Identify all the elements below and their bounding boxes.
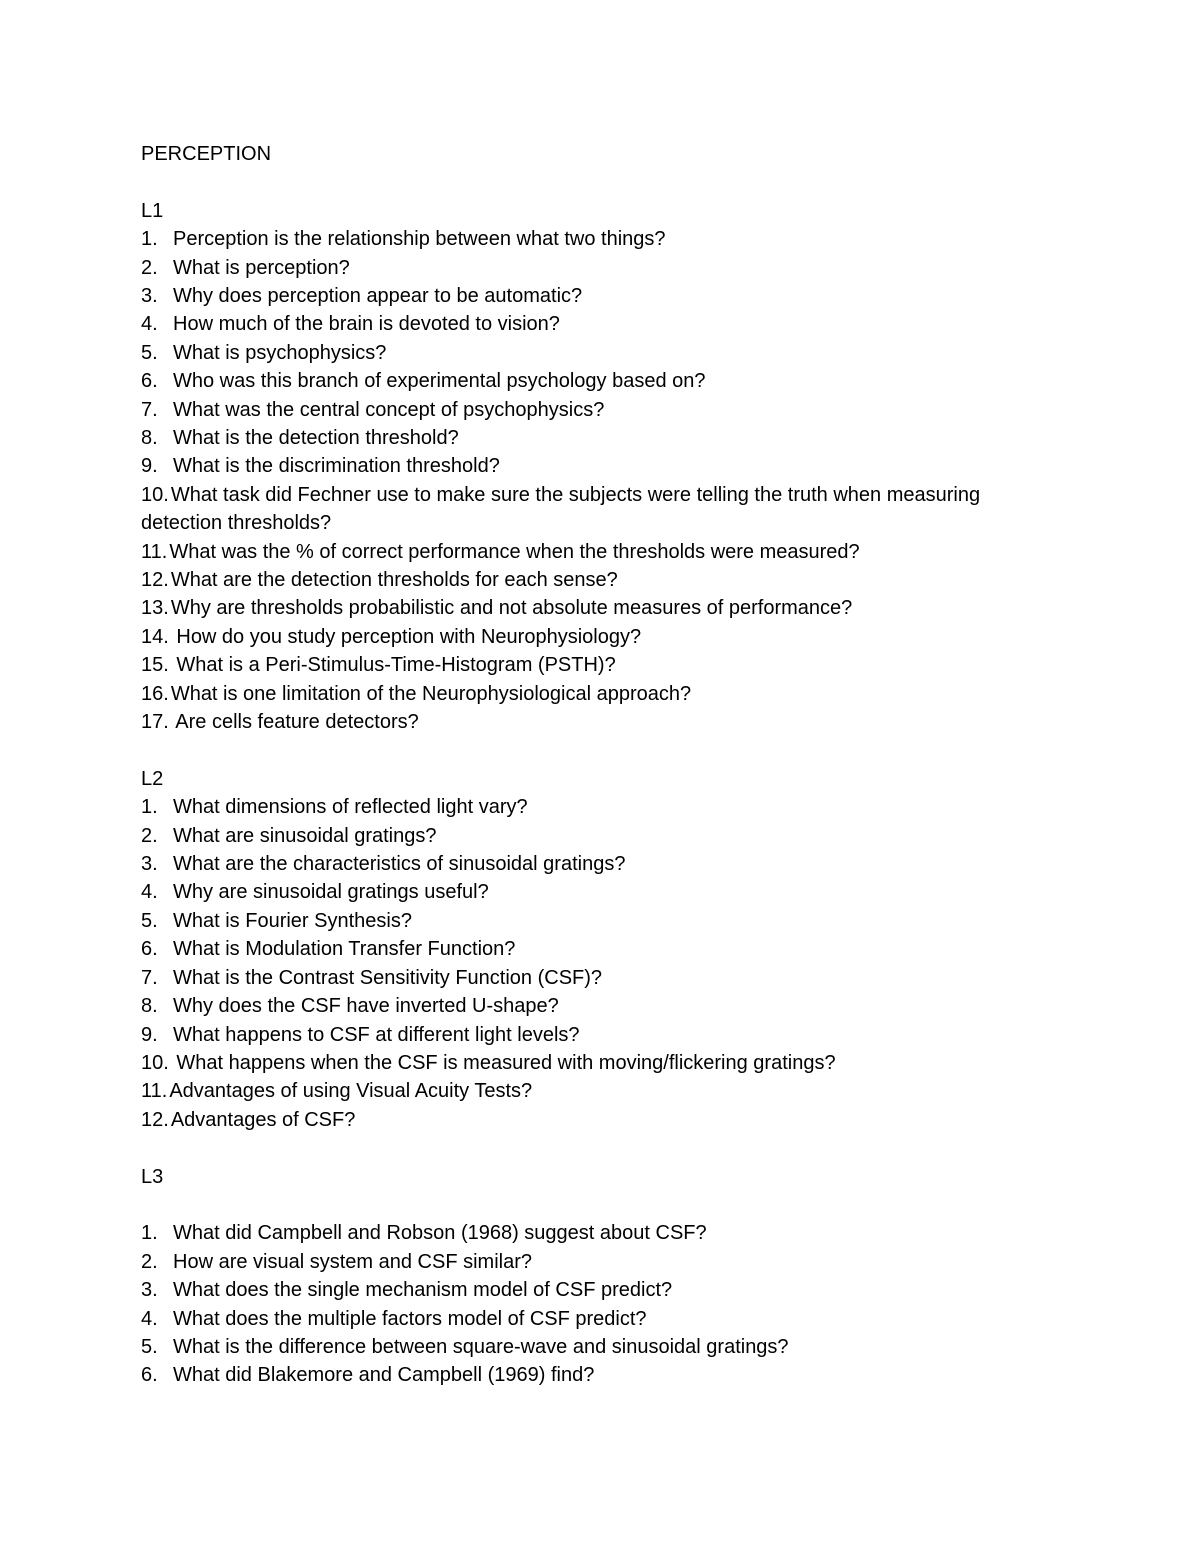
question-item xyxy=(141,680,1061,708)
question-item xyxy=(141,651,1061,679)
question-item xyxy=(141,1021,1061,1049)
question-number: 7. xyxy=(141,398,158,421)
question-item xyxy=(141,424,1061,452)
question-item xyxy=(141,1248,1061,1276)
question-number: 6. xyxy=(141,370,158,393)
question-text: What dimensions of reflected light vary? xyxy=(173,796,528,819)
question-number: 3. xyxy=(141,1279,158,1302)
question-number: 3. xyxy=(141,284,158,307)
question-text: What are the detection thresholds for each sense? xyxy=(170,569,618,592)
question-text: What is one limitation of the Neurophysiological approach? xyxy=(170,682,692,705)
question-text: What is the difference between square-wave and sinusoidal gratings? xyxy=(173,1335,789,1358)
question-text: What is Fourier Synthesis? xyxy=(173,909,412,932)
question-text: What is the discrimination threshold? xyxy=(173,455,500,478)
question-number: 11. xyxy=(141,1080,168,1103)
question-text: What is the Contrast Sensitivity Function (CSF)? xyxy=(173,966,603,989)
question-text: What did Blakemore and Campbell (1969) find? xyxy=(173,1364,595,1387)
question-text: What are the characteristics of sinusoidal gratings? xyxy=(173,853,626,876)
section-l3 xyxy=(141,1163,1061,1390)
question-number: 3. xyxy=(141,853,158,876)
question-number: 10. xyxy=(141,483,169,506)
question-item xyxy=(141,708,1061,736)
question-number: 6. xyxy=(141,1364,158,1387)
question-text: What is perception? xyxy=(173,256,350,279)
question-text: What was the central concept of psychophysics? xyxy=(173,398,605,421)
question-number: 6. xyxy=(141,938,158,961)
question-item xyxy=(141,1333,1061,1361)
question-number: 15. xyxy=(141,654,169,677)
question-text: Are cells feature detectors? xyxy=(170,711,419,734)
question-item xyxy=(141,1361,1061,1389)
question-item xyxy=(141,907,1061,935)
section-l1 xyxy=(141,197,1061,737)
question-number: 16. xyxy=(141,682,169,705)
question-item xyxy=(141,367,1061,395)
question-item xyxy=(141,594,1061,622)
document-title: PERCEPTION xyxy=(141,143,272,165)
question-item xyxy=(141,623,1061,651)
question-number: 1. xyxy=(141,228,158,251)
question-number: 9. xyxy=(141,455,158,478)
question-text: What is a Peri-Stimulus-Time-Histogram (PSTH)? xyxy=(170,654,616,677)
question-text: Who was this branch of experimental psychology based on? xyxy=(173,370,706,393)
section-heading: L1 xyxy=(141,199,164,222)
question-text: How much of the brain is devoted to vision? xyxy=(173,313,560,336)
question-number: 12. xyxy=(141,569,169,592)
blank-line xyxy=(141,168,1061,196)
question-item xyxy=(141,935,1061,963)
question-number: 2. xyxy=(141,1250,158,1273)
question-text: Advantages of CSF? xyxy=(170,1108,356,1131)
question-text: What did Campbell and Robson (1968) suggest about CSF? xyxy=(173,1222,707,1245)
question-item xyxy=(141,566,1061,594)
question-item xyxy=(141,452,1061,480)
question-number: 4. xyxy=(141,881,158,904)
question-number: 11. xyxy=(141,540,168,563)
question-item xyxy=(141,310,1061,338)
question-number: 5. xyxy=(141,1335,158,1358)
question-text: What happens when the CSF is measured with moving/flickering gratings? xyxy=(170,1051,836,1074)
question-number: 5. xyxy=(141,341,158,364)
question-text: Advantages of using Visual Acuity Tests? xyxy=(169,1080,533,1103)
question-item xyxy=(141,793,1061,821)
question-number: 13. xyxy=(141,597,169,620)
question-text: Why does the CSF have inverted U-shape? xyxy=(173,995,559,1018)
question-item xyxy=(141,1305,1061,1333)
section-heading: L2 xyxy=(141,767,164,790)
question-item xyxy=(141,254,1061,282)
question-item xyxy=(141,964,1061,992)
question-text: What happens to CSF at different light levels? xyxy=(173,1023,580,1046)
blank-line xyxy=(141,736,1061,764)
question-text: How are visual system and CSF similar? xyxy=(173,1250,532,1273)
question-item xyxy=(141,396,1061,424)
question-item xyxy=(141,992,1061,1020)
question-text: What is Modulation Transfer Function? xyxy=(173,938,516,961)
question-text: What task did Fechner use to make sure the subjects were telling the truth when measuring detection thresholds? xyxy=(141,483,981,535)
question-text: How do you study perception with Neurophysiology? xyxy=(170,625,642,648)
question-number: 1. xyxy=(141,1222,158,1245)
question-text: What was the % of correct performance when the thresholds were measured? xyxy=(169,540,860,563)
question-text: What is the detection threshold? xyxy=(173,427,459,450)
question-number: 5. xyxy=(141,909,158,932)
question-text: What does the multiple factors model of CSF predict? xyxy=(173,1307,647,1330)
question-item xyxy=(141,538,1061,566)
question-number: 4. xyxy=(141,313,158,336)
question-number: 9. xyxy=(141,1023,158,1046)
question-item xyxy=(141,1276,1061,1304)
question-item xyxy=(141,339,1061,367)
question-item xyxy=(141,282,1061,310)
question-text: Perception is the relationship between what two things? xyxy=(173,228,666,251)
question-number: 1. xyxy=(141,796,158,819)
question-number: 12. xyxy=(141,1108,169,1131)
question-text: Why are thresholds probabilistic and not absolute measures of performance? xyxy=(170,597,853,620)
question-number: 14. xyxy=(141,625,169,648)
question-number: 2. xyxy=(141,256,158,279)
question-item xyxy=(141,1106,1061,1134)
document-content xyxy=(141,140,1061,1390)
question-text: What are sinusoidal gratings? xyxy=(173,824,437,847)
question-item xyxy=(141,1049,1061,1077)
question-item xyxy=(141,850,1061,878)
question-number: 17. xyxy=(141,711,169,734)
question-item xyxy=(141,1219,1061,1247)
question-item xyxy=(141,878,1061,906)
question-item xyxy=(141,822,1061,850)
section-heading: L3 xyxy=(141,1165,164,1188)
question-number: 2. xyxy=(141,824,158,847)
question-number: 4. xyxy=(141,1307,158,1330)
question-item xyxy=(141,225,1061,253)
question-number: 8. xyxy=(141,427,158,450)
blank-line xyxy=(141,1134,1061,1162)
question-text: Why does perception appear to be automatic? xyxy=(173,284,583,307)
question-number: 10. xyxy=(141,1051,169,1074)
question-number: 7. xyxy=(141,966,158,989)
question-item xyxy=(141,1077,1061,1105)
question-text: What does the single mechanism model of CSF predict? xyxy=(173,1279,673,1302)
question-text: What is psychophysics? xyxy=(173,341,387,364)
question-text: Why are sinusoidal gratings useful? xyxy=(173,881,489,904)
question-number: 8. xyxy=(141,995,158,1018)
blank-line xyxy=(141,1191,1061,1219)
question-item xyxy=(141,481,1061,538)
section-l2 xyxy=(141,765,1061,1134)
